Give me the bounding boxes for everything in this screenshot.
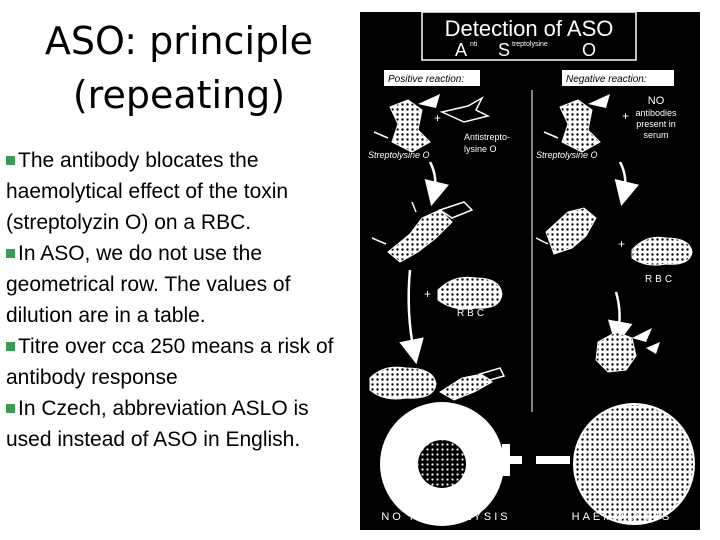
- neutralized-complex: [372, 202, 472, 262]
- diagram-heading: Detection of ASO: [444, 16, 614, 41]
- no-antibodies-2: antibodies: [635, 108, 677, 118]
- bullet-square-icon: [6, 404, 15, 413]
- negative-reaction-label: Negative reaction:: [566, 74, 647, 85]
- bullet-item: [6, 331, 358, 393]
- aso-diagram: [360, 12, 700, 530]
- bullet-item: [6, 238, 358, 331]
- no-antibodies-1: NO: [647, 95, 665, 107]
- streptolysine-o-label-right: Streptolysine O: [536, 150, 598, 160]
- streptolysine-creature-right: [544, 94, 610, 152]
- plus-sign-mid-right: +: [618, 237, 626, 251]
- lysed-rbc-with-toxin: [596, 328, 660, 372]
- antistreptolysine-antibody: [442, 98, 488, 122]
- rbc-label-right: RBC: [644, 274, 676, 285]
- streptolysine-creature-left: [374, 94, 440, 152]
- bullet-item: [6, 393, 358, 455]
- antistreptolysine-label-1: Antistrepto-: [464, 132, 511, 142]
- bullet-list: [6, 145, 358, 455]
- haemolysis-label: HAEMOLYSIS: [571, 511, 673, 523]
- plus-symbol-horizontal: [490, 456, 522, 464]
- bullet-text: The antibody blocates the haemolytical effect of the toxin (streptolyzin O) on a RBC.: [6, 149, 289, 234]
- no-haemolysis-well: [380, 402, 504, 526]
- bullet-square-icon: [6, 249, 15, 258]
- antistreptolysine-label-2: lysine O: [464, 144, 497, 154]
- slide-title-line-2: (repeating): [72, 73, 286, 117]
- positive-reaction-label: Positive reaction:: [388, 74, 465, 85]
- bullet-text: Titre over cca 250 means a risk of antibody response: [6, 335, 334, 389]
- bullet-square-icon: [6, 156, 15, 165]
- acronym-a: A: [455, 40, 468, 60]
- slide-title: [18, 14, 340, 122]
- bullet-text: In Czech, abbreviation ASLO is used instead of ASO in English.: [6, 397, 309, 451]
- rbc-label-left: RBC: [456, 308, 488, 319]
- no-antibodies-3: present in: [636, 119, 676, 129]
- plus-sign-top-right: +: [622, 109, 630, 123]
- rbc-right: [632, 237, 692, 265]
- rbc-left: [438, 277, 502, 309]
- no-haemolysis-label: NO HAEMOLYSIS: [381, 511, 511, 523]
- arrow-right-2: [616, 292, 620, 334]
- arrow-right-1: [620, 162, 625, 194]
- minus-symbol: [536, 456, 570, 464]
- slide-title-line-1: ASO: principle: [44, 19, 314, 63]
- bullet-text: In ASO, we do not use the geometrical row. The values of dilution are in a table.: [6, 242, 291, 327]
- intact-rbc-with-complex: [370, 367, 504, 400]
- no-antibodies-4: serum: [643, 130, 669, 140]
- acronym-a-rest: nti: [470, 41, 478, 48]
- haemolysis-well: [571, 404, 694, 524]
- acronym-s: S: [498, 40, 511, 60]
- bullet-item: [6, 145, 358, 238]
- arrow-left-2: [409, 270, 414, 352]
- plus-sign-top-left: +: [434, 111, 442, 125]
- streptolysine-o-label-left: Streptolysine O: [368, 150, 430, 160]
- bullet-square-icon: [6, 342, 15, 351]
- acronym-o: O: [582, 40, 597, 60]
- acronym-s-rest: treptolysine: [512, 41, 548, 48]
- plus-sign-mid-left: +: [424, 287, 432, 301]
- streptolysine-creature-right-2: [536, 208, 596, 254]
- arrow-left-1: [430, 162, 435, 194]
